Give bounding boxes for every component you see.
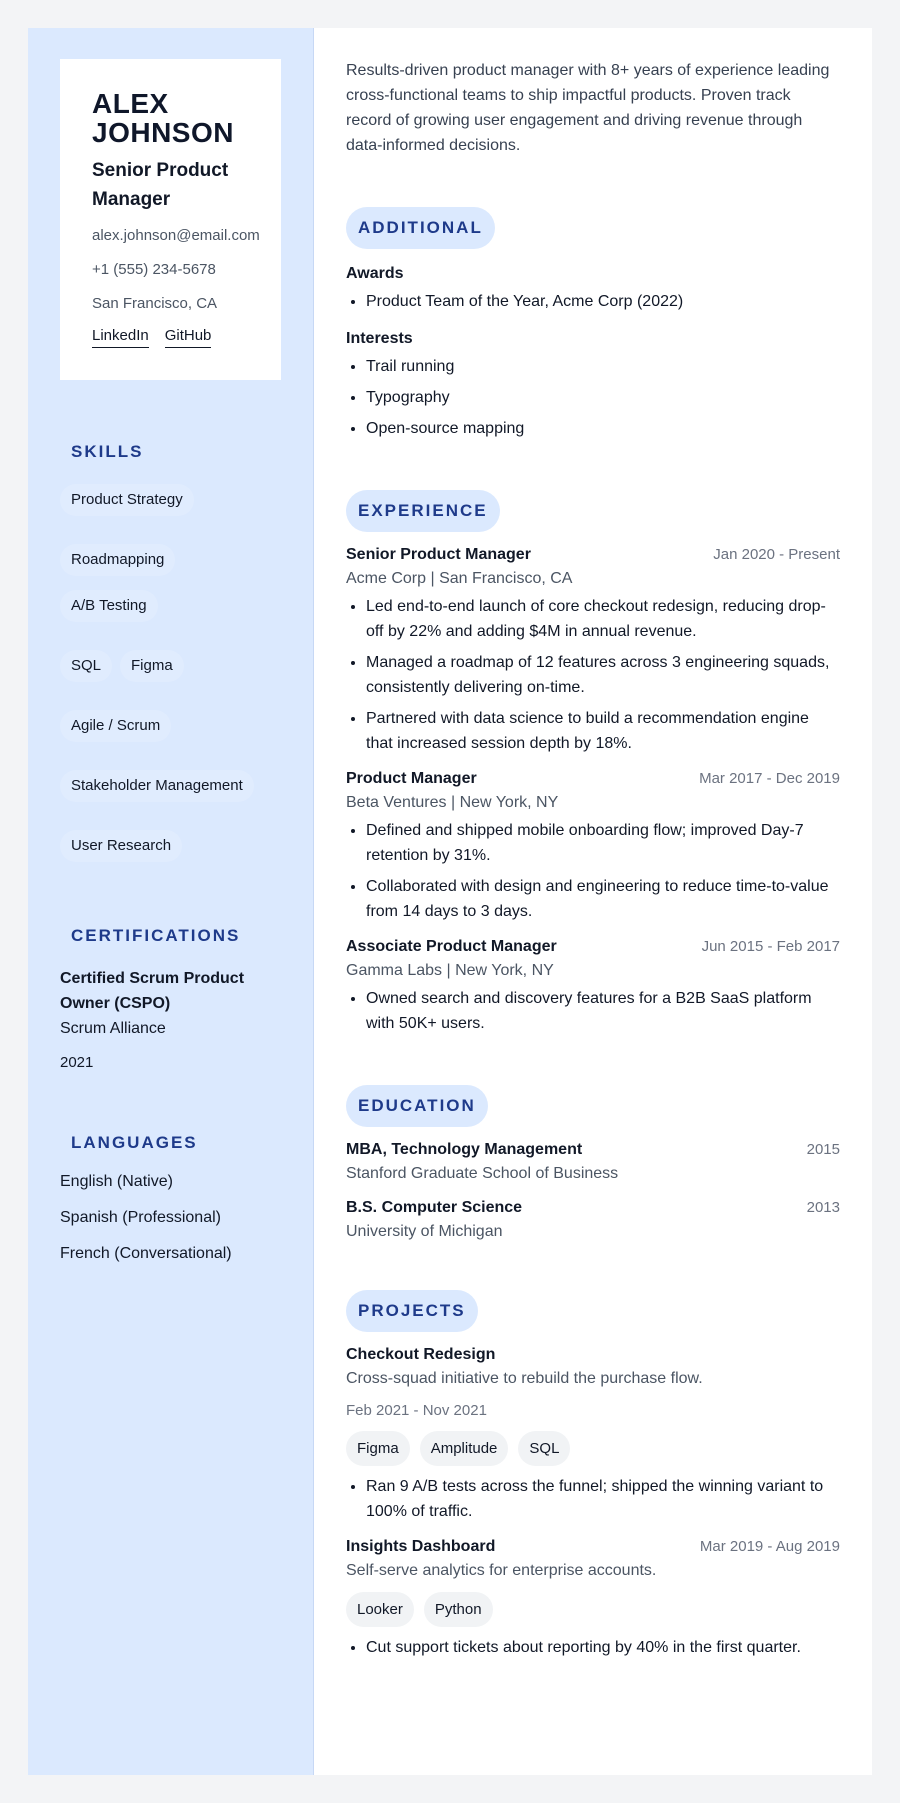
awards-label: Awards	[346, 265, 404, 282]
identity-card	[60, 59, 281, 380]
project-entry	[346, 1346, 840, 1524]
project-dates: Feb 2021 - Nov 2021	[346, 1402, 487, 1419]
skill-chip: Product Strategy	[60, 484, 194, 516]
project-description: Cross-squad initiative to rebuild the purchase flow.	[346, 1370, 703, 1387]
project-bullet: • Ran 9 A/B tests across the funnel; shipped the winning variant to 100% of traffic.	[366, 1474, 840, 1524]
project-dates: Mar 2019 - Aug 2019	[699, 1538, 840, 1555]
project-entry	[346, 1538, 840, 1660]
skill-chip: Agile / Scrum	[60, 710, 171, 742]
linkedin-link[interactable]: LinkedIn	[92, 327, 149, 348]
awards-list	[346, 289, 840, 314]
education-entry	[346, 1199, 840, 1241]
certification-name: Certified Scrum Product Owner (CSPO)	[60, 970, 245, 1012]
certifications-heading: CERTIFICATIONS	[71, 926, 241, 945]
job-bullet: • Owned search and discovery features for a B2B SaaS platform with 50K+ users.	[366, 986, 840, 1036]
project-tags	[346, 1592, 840, 1627]
job-bullet: • Collaborated with design and engineering to reduce time-to-value from 14 days to 3 days.	[366, 874, 840, 924]
degree: B.S. Computer Science	[346, 1199, 523, 1216]
tool-tag: Figma	[346, 1431, 410, 1466]
education-heading: EDUCATION	[346, 1085, 488, 1127]
sidebar	[28, 28, 314, 1775]
skill-chip: User Research	[60, 830, 182, 862]
interest-item: • Open-source mapping	[366, 416, 840, 441]
profile-links	[92, 327, 249, 348]
interests-list	[346, 354, 840, 441]
phone[interactable]: +1 (555) 234-5678	[92, 261, 216, 278]
experience-section	[346, 490, 840, 1036]
job-bullet: • Partnered with data science to build a recommendation engine that increased session depth by 18%.	[366, 706, 840, 756]
project-bullet: • Cut support tickets about reporting by 40% in the first quarter.	[366, 1635, 840, 1660]
certification-issuer: Scrum Alliance	[60, 1020, 166, 1037]
project-bullets	[346, 1635, 840, 1660]
language-item: Spanish (Professional)	[60, 1209, 221, 1226]
interest-item: • Trail running	[366, 354, 840, 379]
skills-section	[60, 442, 281, 862]
interest-item: • Typography	[366, 385, 840, 410]
job-entry	[346, 770, 840, 924]
job-dates: Jan 2020 - Present	[713, 546, 840, 563]
additional-section	[346, 207, 840, 441]
job-dates: Mar 2017 - Dec 2019	[699, 770, 840, 787]
job-bullet: • Managed a roadmap of 12 features across 3 engineering squads, consistently delivering on-time.	[366, 650, 840, 700]
email[interactable]: alex.johnson@email.com	[92, 227, 260, 244]
skills-list	[60, 484, 281, 862]
job-title: Associate Product Manager	[346, 938, 557, 955]
graduation-year: 2015	[806, 1141, 840, 1158]
certifications-section	[60, 926, 281, 1071]
job-bullet: • Led end-to-end launch of core checkout redesign, reducing drop-off by 22% and adding $4M in annual revenue.	[366, 594, 840, 644]
certification-year: 2021	[60, 1054, 94, 1071]
languages-heading: LANGUAGES	[71, 1133, 198, 1152]
github-link[interactable]: GitHub	[165, 327, 212, 348]
skill-chip: SQL	[60, 650, 112, 682]
interests-label: Interests	[346, 330, 413, 347]
main-content	[314, 28, 872, 1775]
graduation-year: 2013	[806, 1199, 840, 1216]
job-bullets	[346, 818, 840, 924]
contact-info	[92, 224, 260, 316]
job-entry	[346, 546, 840, 756]
projects-section	[346, 1290, 840, 1660]
job-bullets	[346, 594, 840, 756]
job-title: Product Manager	[346, 770, 477, 787]
location: San Francisco, CA	[92, 295, 218, 312]
skill-chip: Figma	[120, 650, 184, 682]
candidate-title: Senior Product Manager	[92, 160, 229, 210]
education-section	[346, 1085, 840, 1241]
skill-chip: A/B Testing	[60, 590, 158, 622]
resume-page	[28, 28, 872, 1775]
school: University of Michigan	[346, 1223, 503, 1240]
job-org: Beta Ventures | New York, NY	[346, 794, 559, 811]
job-bullet: • Defined and shipped mobile onboarding flow; improved Day-7 retention by 31%.	[366, 818, 840, 868]
additional-heading: ADDITIONAL	[346, 207, 495, 249]
project-tags	[346, 1431, 840, 1466]
tool-tag: Looker	[346, 1592, 414, 1627]
language-item: English (Native)	[60, 1173, 173, 1190]
tool-tag: Python	[424, 1592, 493, 1627]
skills-heading: SKILLS	[71, 442, 144, 461]
skill-chip: Stakeholder Management	[60, 770, 254, 802]
projects-heading: PROJECTS	[346, 1290, 478, 1332]
project-description: Self-serve analytics for enterprise accounts.	[346, 1562, 657, 1579]
job-dates: Jun 2015 - Feb 2017	[701, 938, 840, 955]
language-item: French (Conversational)	[60, 1245, 232, 1262]
experience-heading: EXPERIENCE	[346, 490, 500, 532]
tool-tag: Amplitude	[420, 1431, 509, 1466]
project-bullets	[346, 1474, 840, 1524]
languages-section	[60, 1133, 281, 1263]
degree: MBA, Technology Management	[346, 1141, 583, 1158]
education-entry	[346, 1141, 840, 1183]
skill-chip: Roadmapping	[60, 544, 175, 576]
project-name: Checkout Redesign	[346, 1346, 496, 1363]
tool-tag: SQL	[518, 1431, 570, 1466]
award-item: • Product Team of the Year, Acme Corp (2022)	[366, 289, 840, 314]
job-title: Senior Product Manager	[346, 546, 531, 563]
job-org: Gamma Labs | New York, NY	[346, 962, 554, 979]
job-entry	[346, 938, 840, 1036]
project-name: Insights Dashboard	[346, 1538, 496, 1555]
summary: Results-driven product manager with 8+ years of experience leading cross-functional teams to ship impactful products. Proven track record of growing user engagement and driving revenue through data-informed decisions.	[346, 62, 830, 154]
job-org: Acme Corp | San Francisco, CA	[346, 570, 573, 587]
candidate-name: ALEX JOHNSON	[92, 88, 234, 148]
job-bullets	[346, 986, 840, 1036]
school: Stanford Graduate School of Business	[346, 1165, 619, 1182]
